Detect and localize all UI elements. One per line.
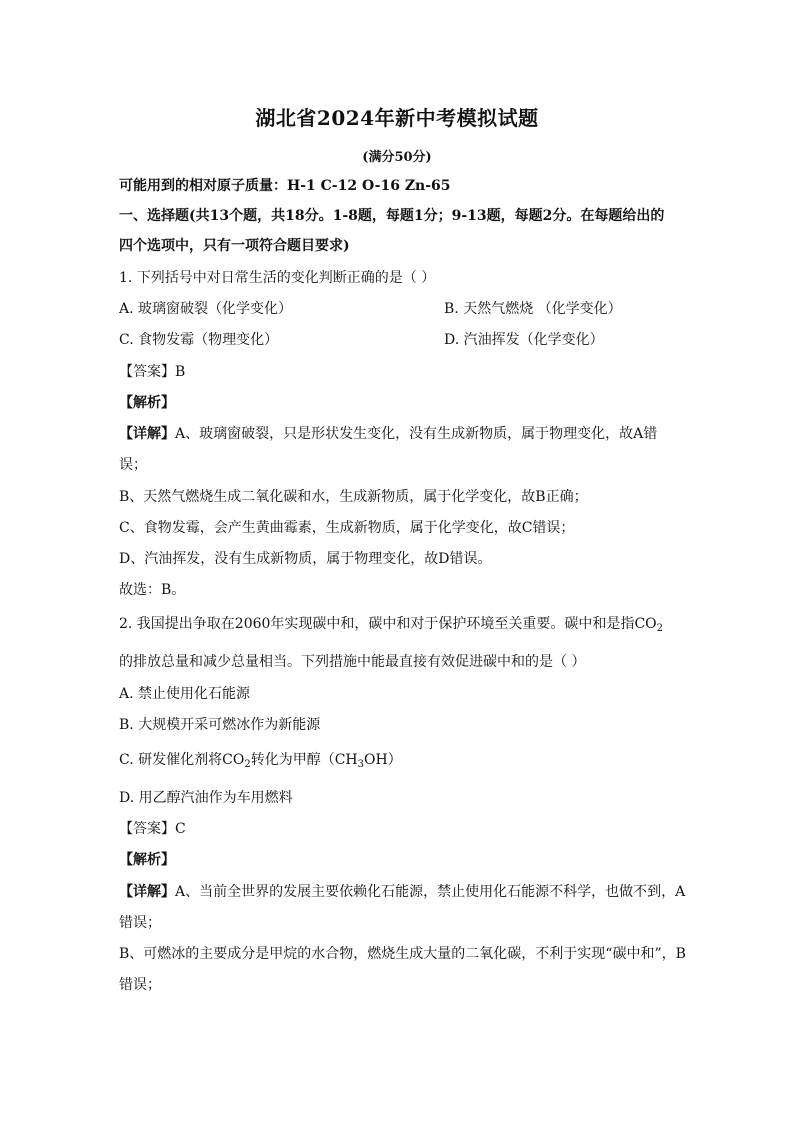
q1-option-c: C. 食物发霉（物理变化） xyxy=(119,332,279,348)
q2-detail-text: A、当前全世界的发展主要依赖化石能源，禁止使用化石能源不科学，也做不到，A xyxy=(175,884,686,900)
q2-detail-line4: 错误； xyxy=(119,977,161,993)
q2-analysis: 【解析】 xyxy=(119,852,175,868)
q1-detail-label: 【详解】 xyxy=(119,426,175,442)
q1-detail-text: A、玻璃窗破裂，只是形状发生变化，没有生成新物质，属于物理变化，故A错 xyxy=(175,426,658,442)
q1-option-b: B. 天然气燃烧 （化学变化） xyxy=(444,301,622,317)
q1-option-d: D. 汽油挥发（化学变化） xyxy=(444,332,604,348)
q1-answer: 【答案】B xyxy=(119,364,186,380)
q2-stem-line1 xyxy=(119,614,663,639)
q1-detail-line1 xyxy=(119,424,657,444)
q2-detail-label: 【详解】 xyxy=(119,884,175,900)
q2-option-a: A. 禁止使用化石能源 xyxy=(119,686,251,702)
q1-option-a: A. 玻璃窗破裂（化学变化） xyxy=(119,301,293,317)
section-title-line1: 一、选择题(共13个题，共18分。1-8题，每题1分；9-13题，每题2分。在每题给出的 xyxy=(119,208,665,224)
ch3oh-formula: $CH_3OH$ xyxy=(334,752,388,770)
q1-analysis: 【解析】 xyxy=(119,395,175,411)
section-title-line2: 四个选项中，只有一项符合题目要求) xyxy=(119,238,350,254)
co2-formula: $CO_2$ xyxy=(634,616,664,634)
q1-detail-line2: 误； xyxy=(119,457,147,473)
page-title: 湖北省2024年新中考模拟试题 xyxy=(255,106,539,130)
q1-detail-line5: D、汽油挥发，没有生成新物质，属于物理变化，故D错误。 xyxy=(119,551,492,567)
atomic-mass-note: 可能用到的相对原子质量：H-1 C-12 O-16 Zn-65 xyxy=(119,178,451,194)
q2-option-b: B. 大规模开采可燃冰作为新能源 xyxy=(119,717,321,733)
q1-detail-line4: C、食物发霉，会产生黄曲霉素，生成新物质，属于化学变化，故C错误； xyxy=(119,520,575,536)
q2-stem-text: 2. 我国提出争取在2060年实现碳中和，碳中和对于保护环境至关重要。碳中和是指 xyxy=(119,616,635,632)
score-note: (满分50分) xyxy=(362,150,432,165)
q1-stem: 1. 下列括号中对日常生活的变化判断正确的是（ ） xyxy=(119,270,436,286)
q2-option-d: D. 用乙醇汽油作为车用燃料 xyxy=(119,790,293,806)
q2-detail-line1 xyxy=(119,882,685,902)
q2-option-c: C. 研发催化剂将$CO_2$转化为甲醇$(CH_3OH)$ xyxy=(119,752,402,770)
co2-formula: $CO_2$ xyxy=(222,752,251,770)
q1-detail-line3: B、天然气燃烧生成二氧化碳和水，生成新物质，属于化学变化，故B正确； xyxy=(119,489,588,505)
q2-stem-line2: 的排放总量和减少总量相当。下列措施中能最直接有效促进碳中和的是（ ） xyxy=(119,654,586,670)
q2-answer: 【答案】C xyxy=(119,821,186,837)
q2-detail-line2: 错误； xyxy=(119,915,161,931)
q2-detail-line3: B、可燃冰的主要成分是甲烷的水合物，燃烧生成大量的二氧化碳，不利于实现“碳中和”，B xyxy=(119,946,686,962)
q1-conclusion: 故选：B。 xyxy=(119,582,186,598)
